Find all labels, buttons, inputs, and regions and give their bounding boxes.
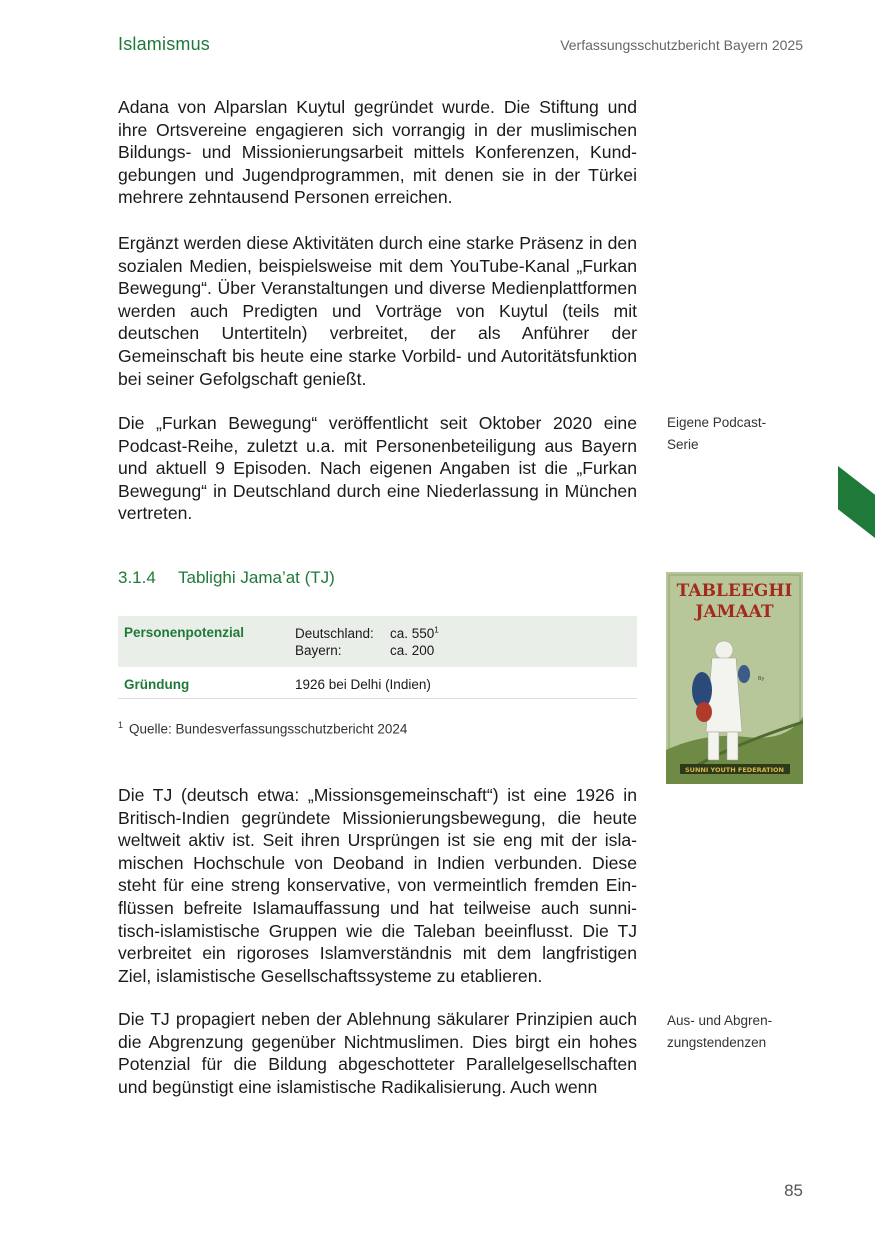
margin-note-podcast: Eigene Podcast-Serie — [667, 415, 767, 452]
footnote-ref: 1 — [434, 625, 439, 635]
label-gruendung: Gründung — [118, 667, 295, 699]
value-bayern: ca. 200 — [390, 643, 435, 658]
cover-byline: By — [758, 676, 765, 682]
row-deutschland — [295, 625, 637, 642]
value-deutschland: ca. $550^1$ — [390, 625, 439, 641]
section-heading — [118, 568, 335, 588]
running-header-section: Islamismus — [118, 34, 211, 54]
figure-head-icon — [715, 641, 733, 659]
row-bayern — [295, 642, 637, 659]
running-header-publication: Verfassungsschutzbericht Bayern 2025 — [560, 37, 803, 53]
page-number: 85 — [784, 1181, 803, 1200]
fact-table — [118, 616, 637, 699]
table-row-gruendung — [118, 667, 637, 699]
book-cover-image — [666, 572, 803, 784]
cover-publisher: SUNNI YOUTH FEDERATION — [684, 766, 785, 774]
section-number: 3.1.4 — [118, 568, 156, 587]
cover-title-line1: TABLEEGHI — [676, 581, 793, 601]
cover-title-line2: JAMAAT — [695, 602, 774, 622]
margin-note-abgrenzung: Aus- und Abgrenzungstendenzen — [667, 1013, 773, 1050]
book-cover-illustration — [666, 572, 803, 784]
region-deutschland: Deutschland: — [295, 626, 374, 641]
footnote-mark: 1 — [118, 720, 124, 730]
body-paragraph-5: Die TJ propagiert neben der Ablehnung säkularer Prinzipien auch die Abgrenzung gegenüber Nichtmuslimen. Dies birgt ein hohes Potenzial für die Bildung abgeschotteter Parallelgesellschaften und begünstigt eine islamistische Radikalisierung. Auch wenn — [118, 1009, 637, 1097]
footnote-text: Quelle: Bundesverfassungsschutzbericht 2024 — [129, 721, 408, 737]
table-row-personenpotenzial — [118, 616, 637, 667]
footnote — [118, 720, 407, 737]
chapter-tab-marker — [838, 466, 875, 538]
section-title: Tablighi Jama’at (TJ) — [178, 568, 335, 587]
body-paragraph-4: Die TJ (deutsch etwa: „Missionsgemeinschaft“) ist eine 1926 in Britisch-Indien gegründete Missionierungsbewegung, die heute weltweit aktiv ist. Seit ihren Ursprüngen ist sie eng mit der islamischen Hochschule von Deoband in Indien verbunden. Diese steht für eine streng konservative, von vermeintlich fremden Einflüssen befreite Islamauffassung und hat teilweise auch sunnitisch-islamistische Gruppen wie die Taleban beeinflusst. Die TJ verbreitet ein rigoroses Islamverständnis mit dem langfristigen Ziel, islamistische Gesellschaftssysteme zu etablieren. — [118, 785, 637, 986]
body-paragraph-2: Ergänzt werden diese Aktivitäten durch eine starke Präsenz in den sozialen Medien, beispielsweise mit dem YouTube-Kanal „Furkan Bewegung“. Über Veranstaltungen und diverse Medienplattformen werden auch Predigten und Vorträge von Kuytul (teils mit deutschen Untertiteln) verbreitet, der als Anführer der Gemeinschaft bis heute eine starke Vorbild- und Autoritätsfunktion bei seiner Gefolgschaft genießt. — [118, 233, 637, 389]
body-paragraph-3: Die „Furkan Bewegung“ veröffentlicht seit Oktober 2020 eine Podcast-Reihe, zuletzt u.a. mit Personenbeteiligung aus Bayern und aktuell 9 Episoden. Nach eigenen Angaben ist die „Furkan Bewegung“ in Deutschland durch eine Niederlassung in München vertreten. — [118, 413, 637, 524]
label-personenpotenzial: Personenpotenzial — [118, 616, 295, 667]
region-bayern: Bayern: — [295, 643, 342, 658]
body-paragraph-1: Adana von Alparslan Kuytul gegründet wurde. Die Stiftung und ihre Ortsvereine engagieren sich vorrangig in der muslimischen Bildungs- und Missionierungsarbeit mittels Konferenzen, Kundgebungen und Jugendprogrammen, mit denen sie in der Türkei mehrere zehntausend Personen erreichen. — [118, 97, 637, 208]
value-gruendung: 1926 bei Delhi (Indien) — [295, 667, 637, 699]
value-personenpotenzial — [295, 616, 637, 667]
